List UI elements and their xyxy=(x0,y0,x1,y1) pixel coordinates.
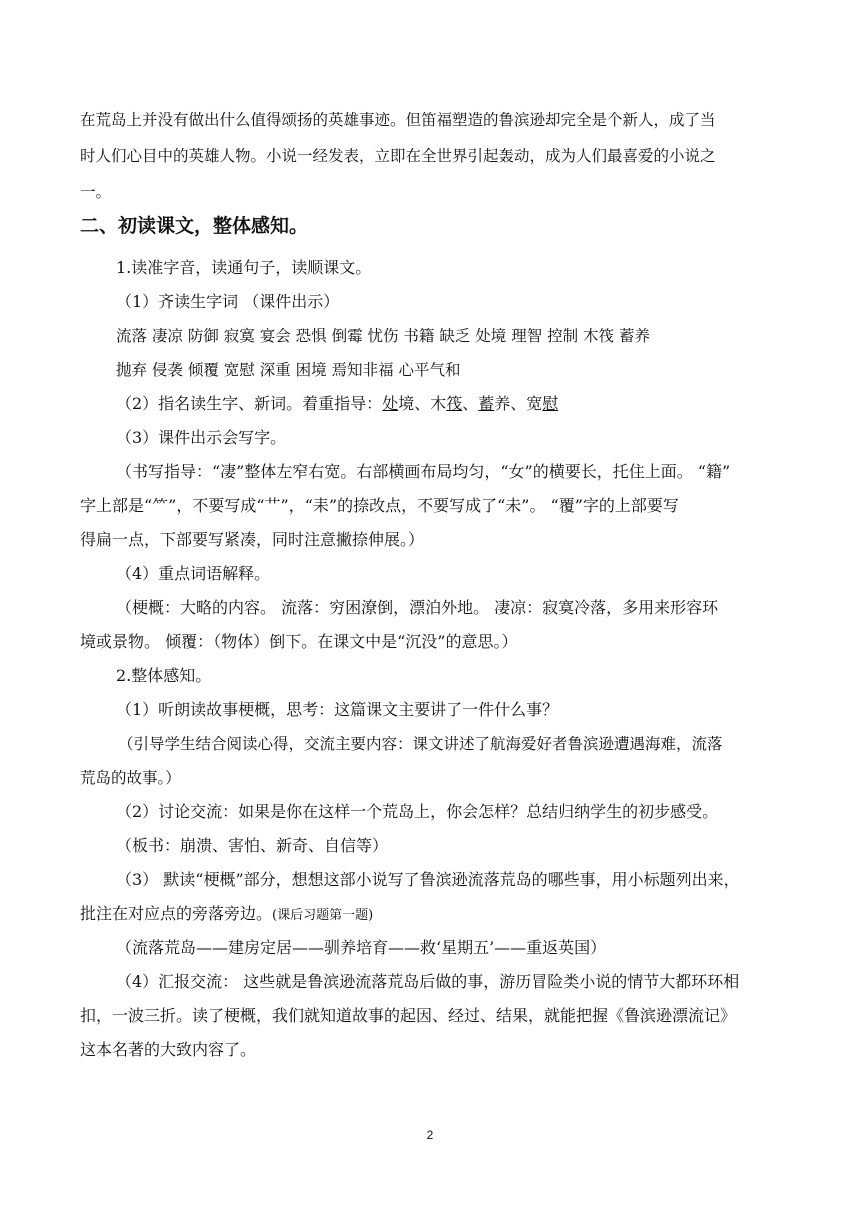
emphasis-char-xu: 蓄 xyxy=(478,394,495,413)
item-1: 1.读准字音，读通句子，读顺课文。 xyxy=(116,258,372,277)
question-3-line-1: （3） 默读“梗概”部分，想想这部小说写了鲁滨逊流落荒岛的哪些事，用小标题列出来， xyxy=(116,870,740,889)
sub-item-4: （4）重点词语解释。 xyxy=(116,564,271,583)
report-line-3: 这本名著的大致内容了。 xyxy=(80,1040,257,1059)
subtitle-list: （流落荒岛——建房定居——驯养培育——救‘星期五’——重返英国） xyxy=(116,938,607,957)
item-2: 2.整体感知。 xyxy=(116,666,212,685)
sub-item-2-text-a: 境、木 xyxy=(398,394,447,413)
sub-item-1: （1）齐读生字词 （课件出示） xyxy=(116,292,340,311)
question-3-text: 批注在对应点的旁落旁边。 xyxy=(80,904,273,923)
emphasis-char-wei: 慰 xyxy=(542,394,559,413)
vocab-line-1: 流落 凄凉 防御 寂寞 宴会 恐惧 倒霉 忧伤 书籍 缺乏 处境 理智 控制 木筏 蓄养 xyxy=(116,327,650,345)
question-3-line-2 xyxy=(80,902,780,928)
page-number: 2 xyxy=(426,1128,434,1142)
exercise-reference: (课后习题第一题) xyxy=(272,908,374,923)
intro-line-3: 一。 xyxy=(80,183,112,201)
intro-line-1: 在荒岛上并没有做出什么值得颂扬的英雄事迹。但笛福塑造的鲁滨逊却完全是个新人，成了当 xyxy=(80,111,716,129)
writing-guide-line-3: 得扁一点，下部要写紧凑，同时注意撇捺伸展。） xyxy=(80,530,425,549)
report-line-1: （4）汇报交流： 这些就是鲁滨逊流落荒岛后做的事，游历冒险类小说的情节大都环环相 xyxy=(116,972,740,991)
board-notes: （板书：崩溃、害怕、新奇、自信等） xyxy=(116,836,389,855)
intro-line-2: 时人们心目中的英雄人物。小说一经发表，立即在全世界引起轰动，成为人们最喜爱的小说之 xyxy=(80,147,716,165)
question-2: （2）讨论交流：如果是你在这样一个荒岛上，你会怎样？总结归纳学生的初步感受。 xyxy=(116,802,719,821)
section-heading: 二、初读课文，整体感知。 xyxy=(80,215,309,237)
question-1: （1）听朗读故事梗概，思考：这篇课文主要讲了一件什么事？ xyxy=(116,700,559,719)
sub-item-2-sep: 、 xyxy=(462,394,479,413)
emphasis-char-chu: 处 xyxy=(382,394,399,413)
vocab-line-2: 抛弃 侵袭 倾覆 宽慰 深重 困境 焉知非福 心平气和 xyxy=(116,361,461,379)
sub-item-3: （3）课件出示会写字。 xyxy=(116,428,287,447)
report-line-2: 扣，一波三折。读了梗概，我们就知道故事的起因、经过、结果，就能把握《鲁滨逊漂流记》 xyxy=(80,1006,737,1025)
writing-guide-line-1: （书写指导：“凄”整体左窄右宽。右部横画布局均匀，“女”的横要长，托住上面。 “籍” xyxy=(116,462,731,481)
guide-line-2: 荒岛的故事。） xyxy=(80,769,181,787)
explain-line-1: （梗概：大略的内容。 流落：穷困潦倒，漂泊外地。 凄凉：寂寞冷落，多用来形容环 xyxy=(116,598,719,617)
emphasis-char-fa: 筏 xyxy=(446,394,463,413)
writing-guide-line-2: 字上部是“⺮”，不要写成“艹”，“耒”的捺改点，不要写成了“未”。 “覆”字的上部要写 xyxy=(80,496,679,515)
guide-line-1: （引导学生结合阅读心得，交流主要内容：课文讲述了航海爱好者鲁滨逊遭遇海难，流落 xyxy=(118,735,723,753)
sub-item-2 xyxy=(116,392,780,416)
explain-line-2: 境或景物。 倾覆：（物体）倒下。在课文中是“沉没”的意思。） xyxy=(80,632,518,651)
sub-item-2-prefix: （2）指名读生字、新词。着重指导： xyxy=(116,394,383,413)
sub-item-2-text-b: 养、宽 xyxy=(494,394,543,413)
